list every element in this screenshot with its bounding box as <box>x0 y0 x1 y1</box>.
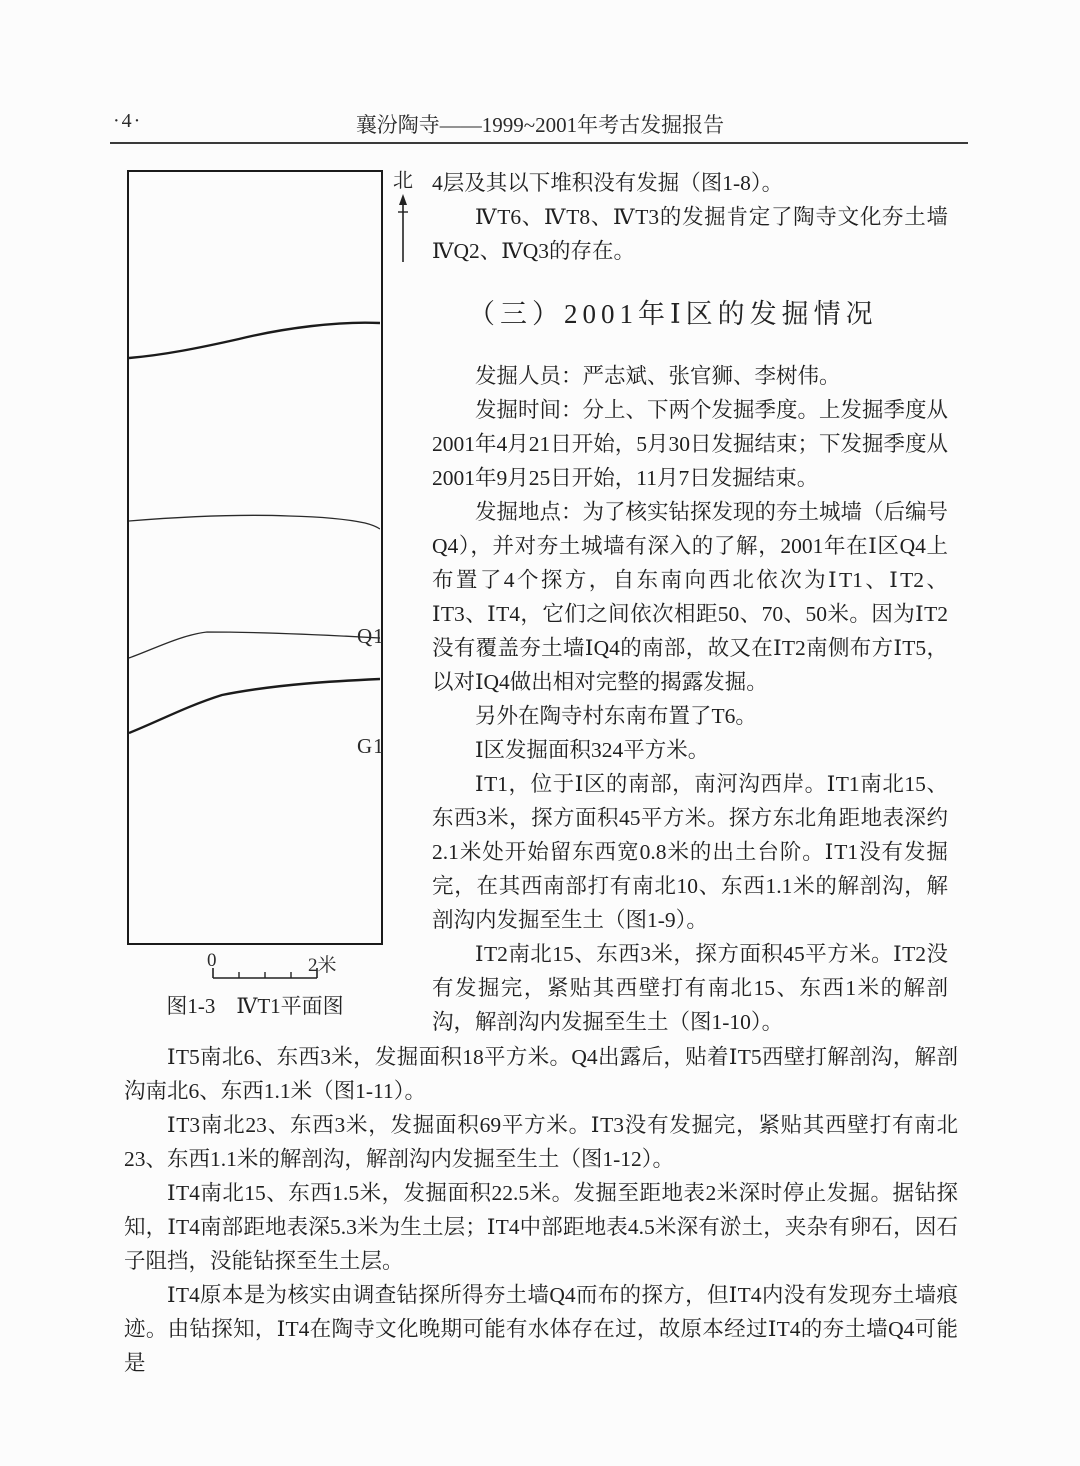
paragraph: ⅠT4南北15、东西1.5米，发掘面积22.5米。发掘至距地表2米深时停止发掘。据钻探知，ⅠT4南部距地表深5.3米为生土层；ⅠT4中部距地表4.5米深有淤土，夹杂有卵石，因石子阻挡，没能钻探至生土层。 <box>124 1181 958 1273</box>
north-arrow <box>386 170 420 266</box>
running-title: 襄汾陶寺——1999~2001年考古发掘报告 <box>355 113 725 137</box>
paragraph: ⅠT2南北15、东西3米，探方面积45平方米。ⅠT2没有发掘完，紧贴其西壁打有南北15、东西1米的解剖沟，解剖沟内发掘至生土（图1-10）。 <box>432 942 948 1034</box>
soil-boundary-line-1 <box>129 323 380 358</box>
soil-boundary-line-4 <box>129 679 380 733</box>
feature-label-g1: G1 <box>357 734 385 758</box>
paragraph: ⅠT3南北23、东西3米，发掘面积69平方米。ⅠT3没有发掘完，紧贴其西壁打有南北23、东西1.1米的解剖沟，解剖沟内发掘至生土（图1-12）。 <box>124 1113 958 1171</box>
north-arrow-icon <box>386 192 420 264</box>
trench-plan-curves <box>129 172 380 942</box>
paragraph: 4层及其以下堆积没有发掘（图1-8）。 <box>432 171 784 195</box>
paragraph: ⅠT5南北6、东西3米，发掘面积18平方米。Q4出露后，贴着ⅠT5西壁打解剖沟，解剖沟南北6、东西1.1米（图1-11）。 <box>124 1045 958 1103</box>
scale-start-label: 0 <box>207 950 217 971</box>
soil-boundary-line-2 <box>129 515 380 529</box>
bottom-text-block <box>124 1040 958 1380</box>
feature-label-q1: Q1 <box>357 624 385 648</box>
figure-caption: 图1-3 ⅣT1平面图 <box>166 994 344 1018</box>
paragraph: ⅠT4原本是为核实由调查钻探所得夯土墙Q4而布的探方，但ⅠT4内没有发现夯土墙痕迹。由钻探知，ⅠT4在陶寺文化晚期可能有水体存在过，故原本经过ⅠT4的夯土墙Q4可能是 <box>124 1283 958 1375</box>
paragraph: 另外在陶寺村东南布置了T6。 <box>475 704 757 728</box>
north-label: 北 <box>393 170 413 192</box>
scale-bar <box>200 950 345 982</box>
paragraph: ⅠT1，位于Ⅰ区的南部，南河沟西岸。ⅠT1南北15、东西3米，探方面积45平方米。探方东北角距地表深约2.1米处开始留东西宽0.8米的出土台阶。ⅠT1没有发掘完，在其西南部打有南北10、东西1.1米的解剖沟，解剖沟内发掘至生土（图1-9）。 <box>432 772 948 932</box>
paragraph: 发掘人员：严志斌、张官狮、李树伟。 <box>475 364 841 388</box>
figure-trench-plan <box>127 170 383 945</box>
scale-end-label: 2米 <box>308 955 337 976</box>
paragraph: Ⅰ区发掘面积324平方米。 <box>475 738 710 762</box>
paragraph: 发掘时间：分上、下两个发掘季度。上发掘季度从2001年4月21日开始，5月30日发掘结束；下发掘季度从2001年9月25日开始，11月7日发掘结束。 <box>432 398 949 490</box>
header-rule <box>110 142 968 144</box>
paragraph: ⅣT6、ⅣT8、ⅣT3的发掘肯定了陶寺文化夯土墙ⅣQ2、ⅣQ3的存在。 <box>432 205 948 263</box>
page-number: ·4· <box>113 110 143 132</box>
main-text-column <box>432 166 948 1039</box>
paragraph: 发掘地点：为了核实钻探发现的夯土城墙（后编号Q4），并对夯土城墙有深入的了解，2001年在Ⅰ区Q4上布置了4个探方，自东南向西北依次为ⅠT1、ⅠT2、ⅠT3、ⅠT4，它们之间依次相距50、70、50米。因为ⅠT2没有覆盖夯土墙ⅠQ4的南部，故又在ⅠT2南侧布方ⅠT5，以对ⅠQ4做出相对完整的揭露发掘。 <box>432 500 949 694</box>
soil-boundary-line-3 <box>129 632 380 658</box>
section-heading: （三）2001年Ⅰ区的发掘情况 <box>468 299 878 329</box>
scale-bar-icon <box>200 950 345 982</box>
